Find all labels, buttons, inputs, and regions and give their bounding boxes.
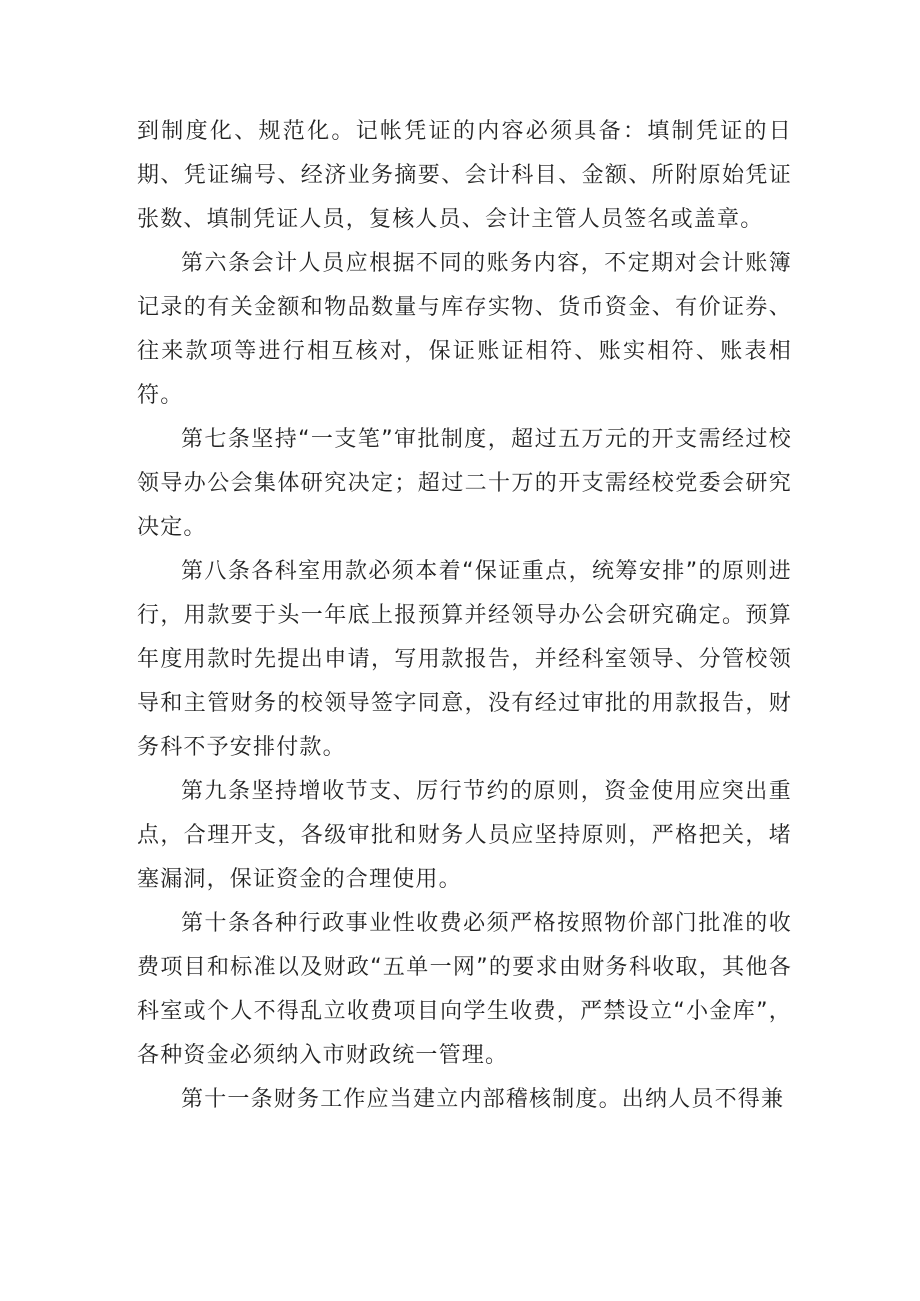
paragraph-continuation: 到制度化、规范化。记帐凭证的内容必须具备：填制凭证的日期、凭证编号、经济业务摘要、会计科目、金额、所附原始凭证张数、填制凭证人员，复核人员、会计主管人员签名或盖章。 — [137, 119, 792, 232]
paragraph-article-9: 第九条坚持增收节支、厉行节约的原则，资金使用应突出重点，合理开支，各级审批和财务人员应坚持原则，严格把关，堵塞漏洞，保证资金的合理使用。 — [137, 779, 792, 892]
document-body — [137, 110, 792, 1122]
paragraph-article-6: 第六条会计人员应根据不同的账务内容，不定期对会计账簿记录的有关金额和物品数量与库存实物、货币资金、有价证券、往来款项等进行相互核对，保证账证相符、账实相符、账表相符。 — [137, 251, 792, 408]
paragraph-article-10: 第十条各种行政事业性收费必须严格按照物价部门批准的收费项目和标准以及财政“五单一网”的要求由财务科收取，其他各科室或个人不得乱立收费项目向学生收费，严禁设立“小金库”，各种资金必须纳入市财政统一管理。 — [137, 911, 792, 1068]
paragraph-article-11: 第十一条财务工作应当建立内部稽核制度。出纳人员不得兼 — [181, 1087, 785, 1112]
paragraph-article-7: 第七条坚持“一支笔”审批制度，超过五万元的开支需经过校领导办公会集体研究决定；超过二十万的开支需经校党委会研究决定。 — [137, 427, 792, 540]
paragraph-article-8: 第八条各科室用款必须本着“保证重点，统筹安排”的原则进行，用款要于头一年底上报预算并经领导办公会研究确定。预算年度用款时先提出申请，写用款报告，并经科室领导、分管校领导和主管财务的校领导签字同意，没有经过审批的用款报告，财务科不予安排付款。 — [137, 559, 792, 760]
